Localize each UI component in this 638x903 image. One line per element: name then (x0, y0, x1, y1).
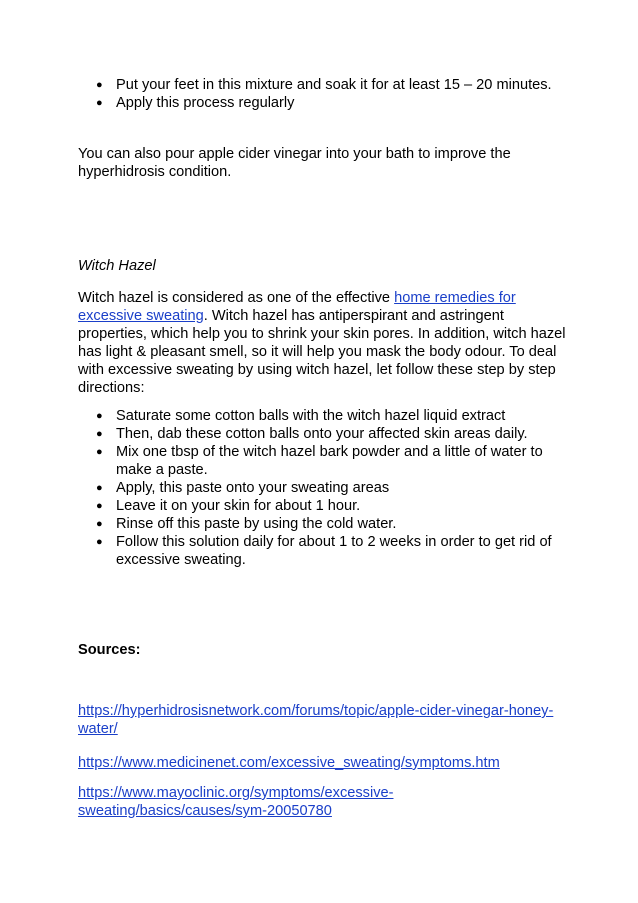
list-item: ● Then, dab these cotton balls onto your affected skin areas daily. (96, 426, 528, 442)
source-link-hyperhidrosisnetwork[interactable]: https://hyperhidrosisnetwork.com/forums/topic/apple-cider-vinegar-honey-water/ (78, 703, 554, 737)
list-item: ● Put your feet in this mixture and soak it for at least 15 – 20 minutes. (96, 77, 552, 93)
bullet-icon: ● (96, 428, 103, 440)
bullet-icon: ● (96, 536, 103, 548)
bullet-icon: ● (96, 446, 103, 458)
bullet-icon: ● (96, 97, 103, 109)
list-item: ● Leave it on your skin for about 1 hour. (96, 498, 361, 514)
list-item: ● Mix one tbsp of the witch hazel bark powder and a little of water to make a paste. (96, 444, 543, 478)
list-item: ● Saturate some cotton balls with the witch hazel liquid extract (96, 408, 506, 424)
bullet-icon: ● (96, 79, 103, 91)
sources-heading: Sources: (78, 642, 141, 658)
bullet-icon: ● (96, 482, 103, 494)
list-item: ● Rinse off this paste by using the cold water. (96, 516, 397, 532)
bullet-icon: ● (96, 410, 103, 422)
list-item: ● Follow this solution daily for about 1 to 2 weeks in order to get rid of excessive sweating. (96, 534, 552, 568)
bullet-icon: ● (96, 500, 103, 512)
list-item: ● Apply, this paste onto your sweating areas (96, 480, 390, 496)
bullet-list-top (96, 76, 566, 112)
bullet-list-steps (96, 407, 566, 569)
list-item: ● Apply this process regularly (96, 95, 295, 111)
paragraph-witch-hazel-intro: Witch hazel is considered as one of the effective home remedies for excessive sweating. Witch hazel has antiperspirant and astringent properties, which help you to shrink your skin pores. In addition, witch hazel has light & pleasant smell, so it will help you mask the body odour. To deal with excessive sweating by using witch hazel, let follow these step by step directions: (78, 290, 566, 396)
section-heading-witch-hazel: Witch Hazel (78, 258, 156, 274)
paragraph-acv: You can also pour apple cider vinegar into your bath to improve the hyperhidrosis condition. (78, 146, 511, 180)
bullet-icon: ● (96, 518, 103, 530)
source-link-medicinenet[interactable]: https://www.medicinenet.com/excessive_sweating/symptoms.htm (78, 755, 500, 771)
source-link-mayoclinic[interactable]: https://www.mayoclinic.org/symptoms/excessive-sweating/basics/causes/sym-20050780 (78, 785, 394, 819)
home-remedies-link[interactable]: home remedies for excessive sweating (78, 290, 516, 324)
